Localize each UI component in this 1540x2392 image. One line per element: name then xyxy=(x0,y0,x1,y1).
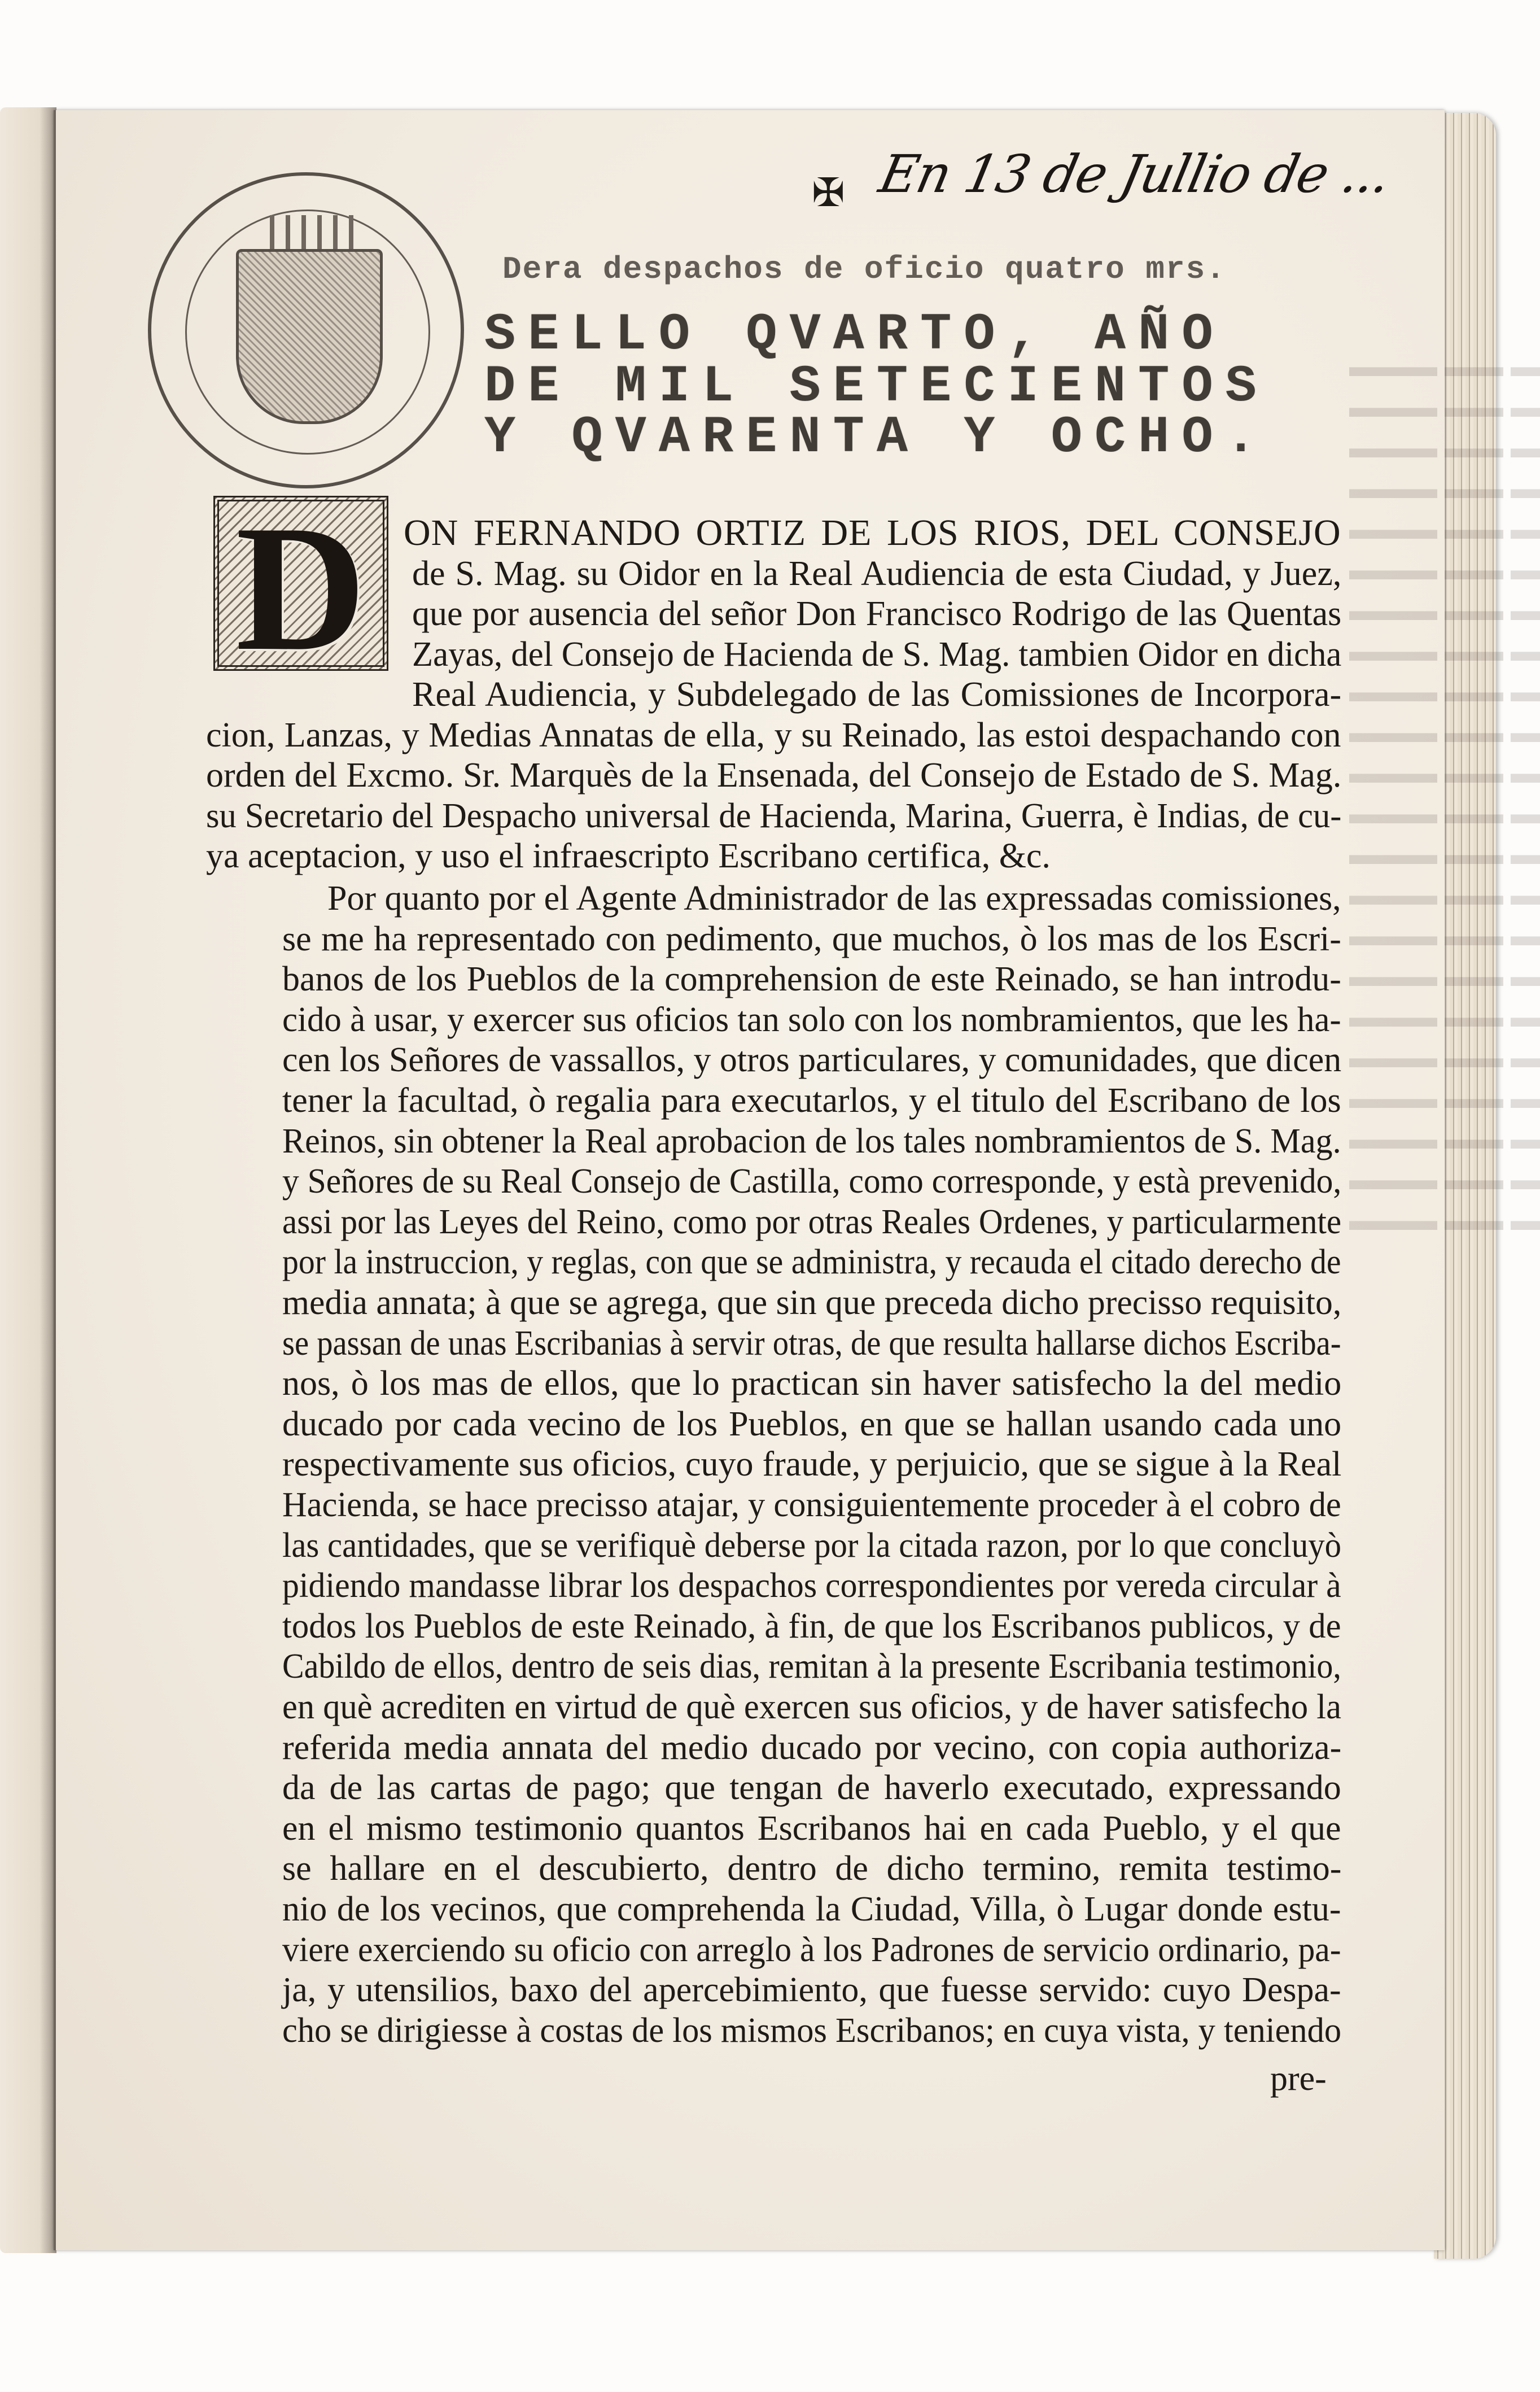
line-text: assi por las Leyes del Reino, como por otras Reales Ordenes, y particularmente xyxy=(282,1202,1342,1241)
cross-mark-icon: ✠ xyxy=(812,172,845,215)
paragraph2-line xyxy=(282,1323,1341,1364)
paragraph1-line xyxy=(206,755,1341,796)
paragraph1-line xyxy=(404,513,1341,553)
paragraph2-line xyxy=(282,1808,1341,1849)
bleed-through-text: ▬ ▬▬ ▬▬▬ xyxy=(1349,839,1540,871)
paragraph2-line xyxy=(282,1646,1341,1687)
bleed-through-text: ▬ ▬▬ ▬▬▬ xyxy=(1349,473,1540,505)
line-text: Hacienda, se hace precisso atajar, y consiguientemente proceder à el cobro de xyxy=(282,1486,1341,1524)
line-text: respectivamente sus oficios, cuyo fraude, y perjuicio, que se sigue à la Real xyxy=(282,1445,1342,1484)
line-text: media annata; à que se agrega, que sin que preceda dicho precisso requisito, xyxy=(282,1284,1342,1322)
bleed-through-text: ▬ ▬▬ ▬▬▬ xyxy=(1349,879,1540,911)
bleed-through-text: ▬ ▬▬ ▬▬▬ xyxy=(1349,676,1540,708)
line-text: y Señores de su Real Consejo de Castilla, como corresponde, y està prevenido, xyxy=(282,1162,1342,1201)
bleed-through-text: ▬ ▬▬ ▬▬▬ xyxy=(1349,1042,1540,1074)
line-text: Cabildo de ellos, dentro de seis dias, remitan à la presente Escribania testimonio, xyxy=(282,1647,1341,1686)
bleed-through-text: ▬ ▬▬ ▬▬▬ xyxy=(1349,554,1540,586)
facing-page-edge xyxy=(0,107,56,2253)
bleed-through-text: ▬ ▬▬ ▬▬▬ xyxy=(1349,351,1540,383)
line-text: ya aceptacion, y uso el infraescripto Escribano certifica, &c. xyxy=(206,837,1051,875)
paragraph2-line xyxy=(282,1040,1341,1080)
paragraph2-line xyxy=(282,1282,1341,1323)
paragraph2-line xyxy=(282,1444,1341,1485)
initial-letter: D xyxy=(235,488,366,688)
bleed-through-text: ▬ ▬▬ ▬▬▬ xyxy=(1349,1001,1540,1033)
line-text: da de las cartas de pago; que tengan de haverlo executado, expressando xyxy=(282,1769,1341,1808)
paragraph2-line xyxy=(282,1121,1341,1162)
paragraph2-line xyxy=(282,1525,1341,1566)
line-text: en el mismo testimonio quantos Escribanos hai en cada Pueblo, y el que xyxy=(282,1809,1341,1848)
stamp-line-3: Y QVARENTA Y OCHO. xyxy=(484,408,1269,467)
line-text: se passan de unas Escribanias à servir otras, de que resulta hallarse dichos Escriba- xyxy=(282,1324,1341,1363)
paragraph2-line xyxy=(282,1848,1341,1889)
paragraph2-line xyxy=(282,1080,1341,1121)
line-text: cido à usar, y exercer sus oficios tan solo con los nombramientos, que les ha- xyxy=(282,1000,1341,1039)
paragraph2-line xyxy=(282,2010,1341,2051)
paragraph2-line xyxy=(282,919,1341,959)
paragraph1-line xyxy=(206,715,1341,756)
bleed-through-text: ▬ ▬▬ ▬▬▬ xyxy=(1349,1082,1540,1115)
bleed-through-text: ▬ ▬▬ ▬▬▬ xyxy=(1349,391,1540,424)
line-text: en què acrediten en virtud de què exercen sus oficios, y de haver satisfecho la xyxy=(282,1688,1341,1726)
coat-of-arms-icon xyxy=(236,249,383,424)
paragraph1-line xyxy=(412,674,1341,715)
paragraph2-line xyxy=(282,1930,1341,1970)
paragraph2-line xyxy=(282,1606,1341,1647)
bleed-through-text: ▬ ▬▬ ▬▬▬ xyxy=(1349,757,1540,789)
line-text: se hallare en el descubierto, dentro de dicho termino, remita testimo- xyxy=(282,1849,1342,1888)
paragraph2-line xyxy=(282,1485,1341,1525)
royal-seal-stamp xyxy=(148,172,464,488)
line-text: Real Audiencia, y Subdelegado de las Comissiones de Incorpora- xyxy=(412,675,1342,714)
paragraph2-line xyxy=(282,999,1341,1040)
paragraph2-line xyxy=(282,1767,1341,1808)
bleed-through-text: ▬ ▬▬ ▬▬▬ xyxy=(1349,1164,1540,1196)
paragraph1-line xyxy=(412,593,1341,634)
bleed-through-text: ▬ ▬▬ ▬▬▬ xyxy=(1349,432,1540,464)
paragraph2-line xyxy=(282,1727,1341,1768)
line-text: su Secretario del Despacho universal de Hacienda, Marina, Guerra, è Indias, de cu- xyxy=(206,796,1342,835)
paragraph2-line xyxy=(282,1687,1341,1727)
paragraph2-line xyxy=(282,1161,1341,1202)
line-text: Reinos, sin obtener la Real aprobacion de los tales nombramientos de S. Mag. xyxy=(282,1121,1341,1160)
decorated-initial xyxy=(213,488,388,688)
paragraph2-line xyxy=(282,959,1341,999)
bleed-through-text: ▬ ▬▬ ▬▬▬ xyxy=(1349,920,1540,952)
paragraph2-line xyxy=(282,1404,1341,1444)
line-text: ja, y utensilios, baxo del apercebimiento, que fuesse servido: cuyo Despa- xyxy=(282,1971,1341,2010)
paragraph2-line xyxy=(282,1565,1341,1606)
line-text: nio de los vecinos, que comprehenda la Ciudad, Villa, ò Lugar donde estu- xyxy=(282,1890,1341,1928)
paragraph2-line xyxy=(327,878,1341,919)
paragraph1-line xyxy=(206,796,1341,836)
line-text: referida media annata del medio ducado por vecino, con copia authoriza- xyxy=(282,1728,1342,1767)
bleed-through-text: ▬ ▬▬ ▬▬▬ xyxy=(1349,961,1540,993)
bleed-through-text: ▬ ▬▬ ▬▬▬ xyxy=(1349,635,1540,667)
line-text: ducado por cada vecino de los Pueblos, en que se hallan usando cada uno xyxy=(282,1404,1342,1443)
handwritten-note: En 13 de Jullio de ... xyxy=(874,144,1395,204)
line-text: orden del Excmo. Sr. Marquès de la Ensenada, del Consejo de Estado de S. Mag. xyxy=(206,756,1342,795)
paragraph2-line xyxy=(282,1889,1341,1930)
bleed-through-text: ▬ ▬▬ ▬▬▬ xyxy=(1349,717,1540,749)
line-text: tener la facultad, ò regalia para executarlos, y el titulo del Escribano de los xyxy=(282,1081,1341,1120)
crown-icon xyxy=(259,215,355,252)
paragraph2-line xyxy=(282,1970,1341,2010)
paragraph1-line xyxy=(412,634,1341,675)
paragraph1-line xyxy=(412,553,1341,594)
line-text: de S. Mag. su Oidor en la Real Audiencia de esta Ciudad, y Juez, xyxy=(412,554,1342,593)
paragraph2-line xyxy=(282,1202,1341,1242)
bleed-through-text: ▬ ▬▬ ▬▬▬ xyxy=(1349,798,1540,830)
stamp-price: Dera despachos de oficio quatro mrs. xyxy=(502,251,1226,287)
catchword xyxy=(1270,2058,1344,2099)
bleed-through-text: ▬ ▬▬ ▬▬▬ xyxy=(1349,513,1540,545)
line-text: ON FERNANDO ORTIZ DE LOS RIOS, DEL CONSEJO xyxy=(404,512,1341,553)
line-text: Por quanto por el Agente Administrador de las expressadas comissiones, xyxy=(327,879,1341,918)
stamp-line-2: DE MIL SETECIENTOS xyxy=(484,357,1269,416)
bleed-through-text: ▬ ▬▬ ▬▬▬ xyxy=(1349,1204,1540,1237)
line-text: se me ha representado con pedimento, que muchos, ò los mas de los Escri- xyxy=(282,919,1341,958)
line-text: viere exerciendo su oficio con arreglo à los Padrones de servicio ordinario, pa- xyxy=(282,1930,1341,1969)
line-text: Zayas, del Consejo de Hacienda de S. Mag. tambien Oidor en dicha xyxy=(412,635,1342,674)
line-text: pre- xyxy=(1270,2059,1327,2098)
line-text: banos de los Pueblos de la comprehension de este Reinado, se han introdu- xyxy=(282,960,1341,999)
line-text: pidiendo mandasse librar los despachos correspondientes por vereda circular à xyxy=(282,1566,1341,1605)
line-text: cen los Señores de vassallos, y otros particulares, y comunidades, que dicen xyxy=(282,1041,1342,1080)
stamp-line-1: SELLO QVARTO, AÑO xyxy=(484,305,1226,364)
line-text: por la instruccion, y reglas, con que se administra, y recauda el citado derecho de xyxy=(282,1243,1341,1282)
line-text: nos, ò los mas de ellos, que lo practican sin haver satisfecho la del medio xyxy=(282,1364,1342,1403)
line-text: todos los Pueblos de este Reinado, à fin, de que los Escribanos publicos, y de xyxy=(282,1607,1341,1645)
line-text: cion, Lanzas, y Medias Annatas de ella, y su Reinado, las estoi despachando con xyxy=(206,715,1341,754)
line-text: que por ausencia del señor Don Francisco Rodrigo de las Quentas xyxy=(412,595,1342,633)
bleed-through-text: ▬ ▬▬ ▬▬▬ xyxy=(1349,1123,1540,1155)
paragraph1-line xyxy=(206,836,1341,876)
line-text: cho se dirigiesse à costas de los mismos Escribanos; en cuya vista, y teniendo xyxy=(282,2011,1342,2050)
paragraph2-line xyxy=(282,1242,1341,1282)
paragraph2-line xyxy=(282,1363,1341,1404)
bleed-through-text: ▬ ▬▬ ▬▬▬ xyxy=(1349,595,1540,627)
line-text: las cantidades, que se verifiquè deberse por la citada razon, por lo que concluyò xyxy=(282,1526,1342,1565)
